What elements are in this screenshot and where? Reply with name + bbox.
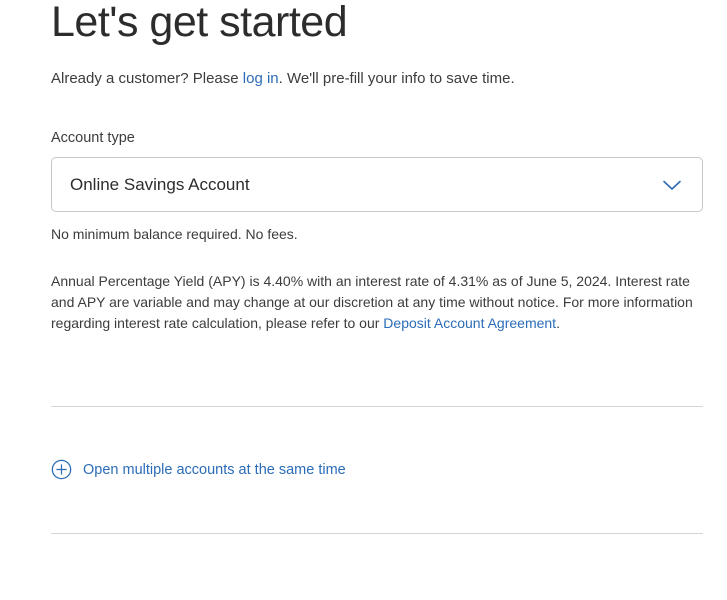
divider-bottom xyxy=(51,533,703,534)
account-type-selected-value: Online Savings Account xyxy=(70,174,250,194)
open-multiple-accounts-button[interactable] xyxy=(51,459,346,480)
apy-disclosure-text: Annual Percentage Yield (APY) is 4.40% with an interest rate of 4.31% as of June 5, 2024. Interest rate and APY are variable and may change at our discretion at any time without notice. For more information regarding interest rate calculation, please refer to our xyxy=(51,273,693,331)
login-prompt-before: Already a customer? Please xyxy=(51,70,243,87)
account-type-helper-text: No minimum balance required. No fees. xyxy=(51,226,298,242)
divider-top xyxy=(51,406,703,407)
apy-disclosure xyxy=(51,271,703,334)
apy-disclosure-period: . xyxy=(556,315,560,331)
account-type-select[interactable] xyxy=(51,157,703,212)
log-in-link[interactable]: log in xyxy=(242,70,279,87)
chevron-down-icon xyxy=(660,173,684,197)
deposit-account-agreement-link[interactable]: Deposit Account Agreement xyxy=(383,315,557,331)
plus-circle-icon xyxy=(51,459,72,480)
open-multiple-accounts-label: Open multiple accounts at the same time xyxy=(83,461,346,478)
login-prompt xyxy=(51,68,703,90)
page-title: Let's get started xyxy=(51,0,348,46)
login-prompt-after: . We'll pre-fill your info to save time. xyxy=(278,70,515,87)
account-type-label: Account type xyxy=(51,130,135,146)
page-content xyxy=(51,0,703,534)
